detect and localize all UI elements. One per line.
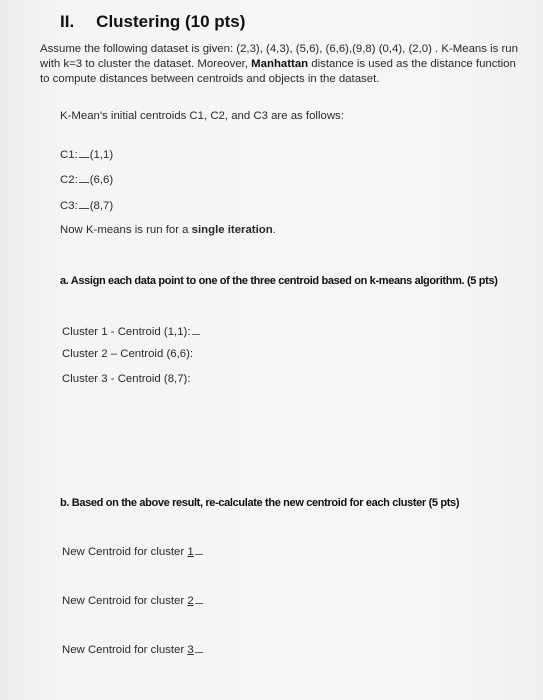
answer-blank	[192, 324, 200, 335]
question-a-text: a. Assign each data point to one of the three centroid based on k-means algorithm.	[60, 275, 465, 287]
cluster-number: 1	[187, 546, 194, 558]
answer-blank	[195, 642, 203, 653]
centroid-c3	[60, 198, 113, 212]
new-centroid-2	[62, 593, 203, 607]
centroid-label: C2:	[60, 174, 78, 186]
answer-blank	[195, 593, 203, 604]
cluster-label: Cluster 1 - Centroid (1,1):	[62, 326, 191, 338]
intro-line-2-start: with k=3 to cluster the dataset. Moreover,	[40, 58, 252, 70]
underline-blank	[79, 147, 89, 158]
centroid-value: (1,1)	[89, 149, 114, 161]
iteration-text: Now K-means is run for a	[60, 224, 192, 236]
cluster-label: Cluster 3 - Centroid (8,7):	[62, 373, 191, 385]
centroid-label: C1:	[60, 149, 78, 161]
underline-blank	[79, 198, 89, 209]
answer-blank	[195, 544, 203, 555]
intro-line-2	[40, 57, 530, 72]
question-b	[60, 497, 459, 509]
new-centroid-label: New Centroid for cluster	[62, 595, 188, 607]
intro-paragraph	[40, 42, 530, 87]
question-b-points: (5 pts)	[428, 497, 460, 509]
new-centroid-3	[62, 642, 203, 656]
iteration-period: .	[272, 224, 276, 236]
centroid-c1	[60, 147, 113, 161]
centroid-value: (8,7)	[89, 200, 114, 212]
centroid-label: C3:	[60, 200, 78, 212]
intro-line-3: to compute distances between centroids and objects in the dataset.	[40, 73, 380, 85]
cluster-1	[62, 324, 200, 338]
intro-line-2-end: distance is used as the distance function	[308, 58, 516, 70]
intro-manhattan: Manhattan	[251, 58, 309, 70]
centroid-value: (6,6)	[89, 174, 114, 186]
section-heading	[60, 12, 245, 32]
intro-line-1: Assume the following dataset is given: (2,3), (4,3), (5,6), (6,6),(9,8) (0,4), (2,0) . K-Means is run	[40, 43, 518, 55]
cluster-3	[62, 373, 191, 385]
underline-blank	[79, 172, 89, 183]
question-a	[60, 275, 498, 287]
cluster-number: 2	[187, 595, 194, 607]
section-title: Clustering (10 pts)	[96, 12, 246, 31]
centroid-c2	[60, 172, 113, 186]
question-b-text: b. Based on the above result, re-calculate the new centroid for each cluster	[60, 497, 426, 509]
cluster-2	[62, 348, 193, 360]
new-centroid-1	[62, 544, 203, 558]
iteration-note	[60, 224, 276, 236]
cluster-label: Cluster 2 – Centroid (6,6):	[62, 348, 194, 360]
centroids-intro: K-Mean's initial centroids C1, C2, and C3 are as follows:	[60, 110, 344, 122]
question-a-points: (5 pts)	[466, 275, 498, 287]
section-number: II.	[60, 12, 75, 31]
cluster-number: 3	[187, 644, 194, 656]
new-centroid-label: New Centroid for cluster	[62, 546, 188, 558]
iteration-bold: single iteration	[191, 224, 273, 236]
new-centroid-label: New Centroid for cluster	[62, 644, 188, 656]
